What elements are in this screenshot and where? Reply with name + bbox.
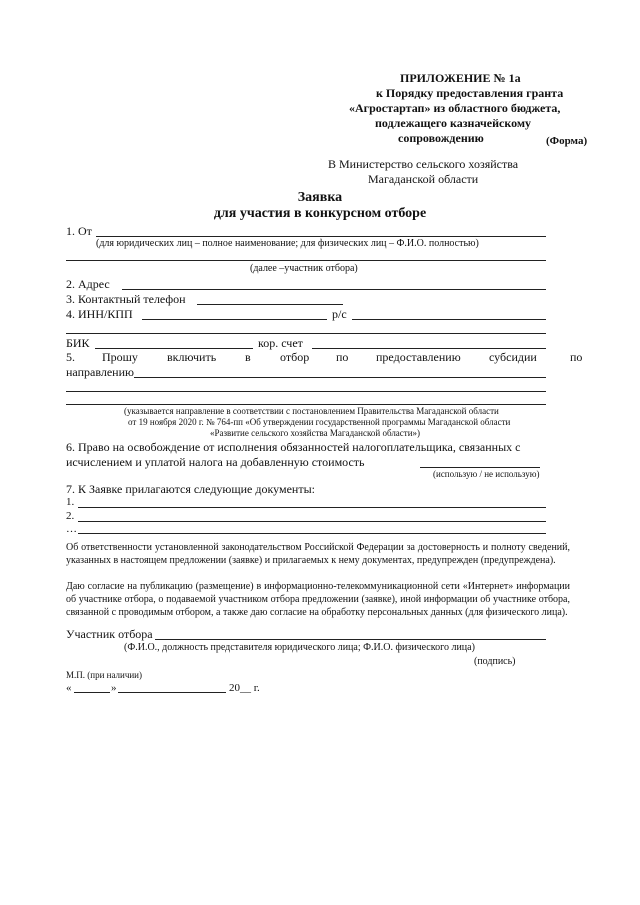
from-label: 1. От	[66, 224, 92, 238]
participant-hint: (далее –участник отбора)	[250, 263, 358, 274]
item7-label: 7. К Заявке прилагаются следующие документы:	[66, 482, 315, 496]
item6-line1: 6. Право на освобождение от исполнения обязанностей налогоплательщика, связанных с	[66, 440, 521, 454]
appendix-ref-line2: «Агростартап» из областного бюджета,	[349, 101, 561, 115]
from-field[interactable]	[96, 236, 546, 237]
addressee-line2: Магаданской области	[368, 172, 479, 186]
publication-consent-text: Даю согласие на публикацию (размещение) в информационно-телекоммуникационной сети «Интернет» информации об участнике отбора, о подаваемой участником отбора предложении (заявке), иной информации об участнике отбора, связанной с проводимым отбором, а также даю согласие на обработку персональных данных (для физического лица).	[66, 581, 570, 618]
appendix-number: ПРИЛОЖЕНИЕ № 1а	[400, 71, 521, 85]
appendix-ref-line4: сопровождению	[398, 131, 484, 145]
inn-field-line2[interactable]	[66, 333, 546, 334]
phone-label: 3. Контактный телефон	[66, 292, 186, 306]
phone-field[interactable]	[197, 304, 343, 305]
account-label: р/с	[332, 307, 347, 321]
signature-hint: (подпись)	[474, 656, 516, 667]
item5-w3: включить	[167, 350, 217, 364]
item5-w4: в	[245, 350, 251, 364]
direction-field-line2[interactable]	[66, 391, 546, 392]
appendix-ref-line1: к Порядку предоставления гранта	[376, 86, 564, 100]
item5-w7: предоставлению	[376, 350, 461, 364]
participant-hint: (Ф.И.О., должность представителя юридического лица; Ф.И.О. физического лица)	[124, 642, 475, 653]
date-year: 20__ г.	[229, 682, 260, 694]
item5-w2: Прошу	[102, 350, 138, 364]
bik-field[interactable]	[95, 348, 253, 349]
item5-w6: по	[336, 350, 349, 364]
item5-w5: отбор	[280, 350, 310, 364]
direction-field-line3[interactable]	[66, 404, 546, 405]
date-month-field[interactable]	[118, 692, 226, 693]
participant-field[interactable]	[155, 639, 546, 640]
item5-w1: 5.	[66, 350, 75, 364]
from-field-line2[interactable]	[66, 260, 546, 261]
corr-field[interactable]	[312, 348, 546, 349]
addressee-line1: В Министерство сельского хозяйства	[328, 157, 519, 171]
address-label: 2. Адрес	[66, 277, 110, 291]
doc2-field[interactable]	[78, 521, 546, 522]
participant-label: Участник отбора	[66, 627, 153, 641]
doc3-field[interactable]	[78, 533, 546, 534]
direction-field[interactable]	[134, 377, 546, 378]
form-label: (Форма)	[546, 135, 588, 147]
bik-label: БИК	[66, 336, 90, 350]
doc2-label: 2.	[66, 510, 75, 522]
inn-field[interactable]	[142, 319, 327, 320]
stamp-label: М.П. (при наличии)	[66, 670, 142, 680]
doc3-label: …	[66, 523, 77, 535]
direction-note-line2: от 19 ноября 2020 г. № 764-пп «Об утверждении государственной программы Магаданской области	[128, 417, 511, 427]
account-field[interactable]	[352, 319, 546, 320]
item6-line2: исчислением и уплатой налога на добавленную стоимость	[66, 455, 365, 469]
direction-label: направлению	[66, 365, 134, 379]
document-subtitle: для участия в конкурсном отборе	[213, 206, 427, 221]
from-hint: (для юридических лиц – полное наименование; для физических лиц – Ф.И.О. полностью)	[96, 238, 479, 249]
document-title: Заявка	[297, 190, 343, 205]
vat-hint: (использую / не использую)	[433, 469, 540, 479]
corr-label: кор. счет	[258, 336, 303, 350]
inn-label: 4. ИНН/КПП	[66, 307, 133, 321]
doc1-field[interactable]	[78, 507, 546, 508]
direction-note-line3: «Развитие сельского хозяйства Магаданской области»)	[210, 428, 421, 438]
item5-w9: по	[570, 350, 583, 364]
date-open-quote: «	[66, 682, 72, 694]
vat-field[interactable]	[420, 467, 540, 468]
address-field[interactable]	[122, 289, 546, 290]
appendix-ref-line3: подлежащего казначейскому	[375, 116, 532, 130]
responsibility-text: Об ответственности установленной законодательством Российской Федерации за достоверность и полноту сведений, указанных в настоящем предложении (заявке) и прилагаемых к нему документах, предупрежден (предупреждена).	[66, 542, 570, 566]
item5-w8: субсидии	[489, 350, 537, 364]
doc1-label: 1.	[66, 496, 75, 508]
date-close-quote: »	[111, 682, 117, 694]
direction-note-line1: (указывается направление в соответствии с постановлением Правительства Магаданской области	[124, 406, 499, 416]
date-day-field[interactable]	[74, 692, 110, 693]
